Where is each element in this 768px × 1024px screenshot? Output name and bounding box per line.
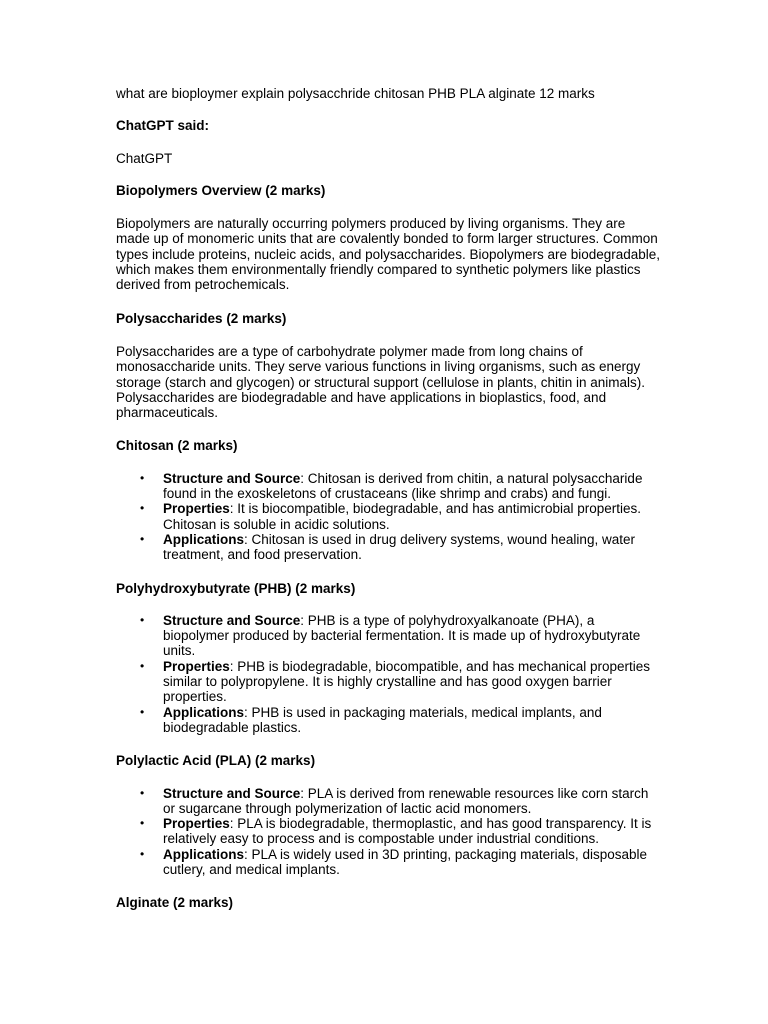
bullet-list-phb [116, 613, 661, 735]
bullet-term: Structure and Source [163, 612, 301, 628]
section-heading-pla: Polylactic Acid (PLA) (2 marks) [116, 753, 316, 769]
bullet-text: : PHB is biodegradable, biocompatible, and has mechanical properties similar to polypropylene. It is highly crystalline and has good oxygen barrier properties. [163, 658, 651, 705]
section-heading-chitosan: Chitosan (2 marks) [116, 438, 238, 454]
section-paragraph-biopolymers: Biopolymers are naturally occurring polymers produced by living organisms. They are made up of monomeric units that are covalently bonded to form larger structures. Common types include proteins, nucleic acids, and polysaccharides. Biopolymers are biodegradable, which makes them environmentally friendly compared to synthetic polymers like plastics derived from petrochemicals. [116, 216, 661, 293]
bullet-icon: • [140, 816, 145, 831]
bullet-icon: • [140, 785, 145, 800]
list-item [116, 847, 661, 878]
list-item [116, 786, 661, 817]
bullet-icon: • [140, 612, 145, 627]
bullet-text: : PLA is widely used in 3D printing, packaging materials, disposable cutlery, and medical implants. [163, 846, 647, 877]
bullet-term: Applications [163, 846, 245, 862]
bullet-term: Structure and Source [163, 785, 301, 801]
bullet-term: Applications [163, 531, 245, 547]
list-item [116, 659, 661, 705]
bullet-text: : PHB is a type of polyhydroxyalkanoate (PHA), a biopolymer produced by bacterial fermentation. It is made up of hydroxybutyrate units. [163, 612, 641, 659]
bullet-icon: • [140, 501, 145, 516]
bullet-icon: • [140, 531, 145, 546]
bullet-term: Applications [163, 704, 245, 720]
list-item [116, 705, 661, 736]
bullet-term: Properties [163, 816, 230, 832]
list-item [116, 532, 661, 563]
bullet-term: Properties [163, 658, 230, 674]
bullet-term: Properties [163, 501, 230, 517]
bullet-icon: • [140, 704, 145, 719]
list-item [116, 816, 661, 847]
question-text: what are biopl​oymer explain polysacchride chitosan PHB PLA alginate 12 marks [116, 86, 595, 101]
bullet-text: : PHB is used in packaging materials, medical implants, and biodegradable plastics. [163, 704, 602, 735]
bullet-text: : It is biocompatible, biodegradable, and has antimicrobial properties. Chitosan is soluble in acidic solutions. [163, 501, 642, 532]
bullet-icon: • [140, 658, 145, 673]
section-heading-alginate: Alginate (2 marks) [116, 895, 234, 911]
bullet-list-pla [116, 786, 661, 878]
bullet-text: : PLA is derived from renewable resources like corn starch or sugarcane through polymerization of lactic acid monomers. [163, 785, 649, 816]
bullet-term: Structure and Source [163, 470, 301, 486]
bullet-text: : Chitosan is used in drug delivery systems, wound healing, water treatment, and food preservation. [163, 531, 635, 563]
speaker-label: ChatGPT said: [116, 118, 210, 134]
speaker-name: ChatGPT [116, 150, 173, 166]
list-item [116, 471, 661, 502]
section-heading-phb: Polyhydroxybutyrate (PHB) (2 marks) [116, 580, 356, 596]
bullet-icon: • [140, 470, 145, 485]
bullet-list-chitosan [116, 471, 661, 563]
list-item [116, 501, 661, 532]
list-item [116, 613, 661, 659]
bullet-text: : Chitosan is derived from chitin, a natural polysaccharide found in the exoskeletons of crustaceans (like shrimp and crabs) and fungi. [163, 470, 643, 502]
section-heading-polysaccharides: Polysaccharides (2 marks) [116, 310, 287, 326]
section-heading-biopolymers: Biopolymers Overview (2 marks) [116, 182, 326, 198]
bullet-text: : PLA is biodegradable, thermoplastic, and has good transparency. It is relatively easy to process and is compostable under industrial conditions. [163, 816, 652, 847]
document-page [116, 86, 661, 911]
section-paragraph-polysaccharides: Polysaccharides are a type of carbohydrate polymer made from long chains of monosaccharide units. They serve various functions in living organisms, such as energy storage (starch and glycogen) or structural support (cellulose in plants, chitin in animals). Polysaccharides are biodegradable and have applications in bioplastics, food, and pharmaceuticals. [116, 343, 645, 421]
bullet-icon: • [140, 846, 145, 861]
